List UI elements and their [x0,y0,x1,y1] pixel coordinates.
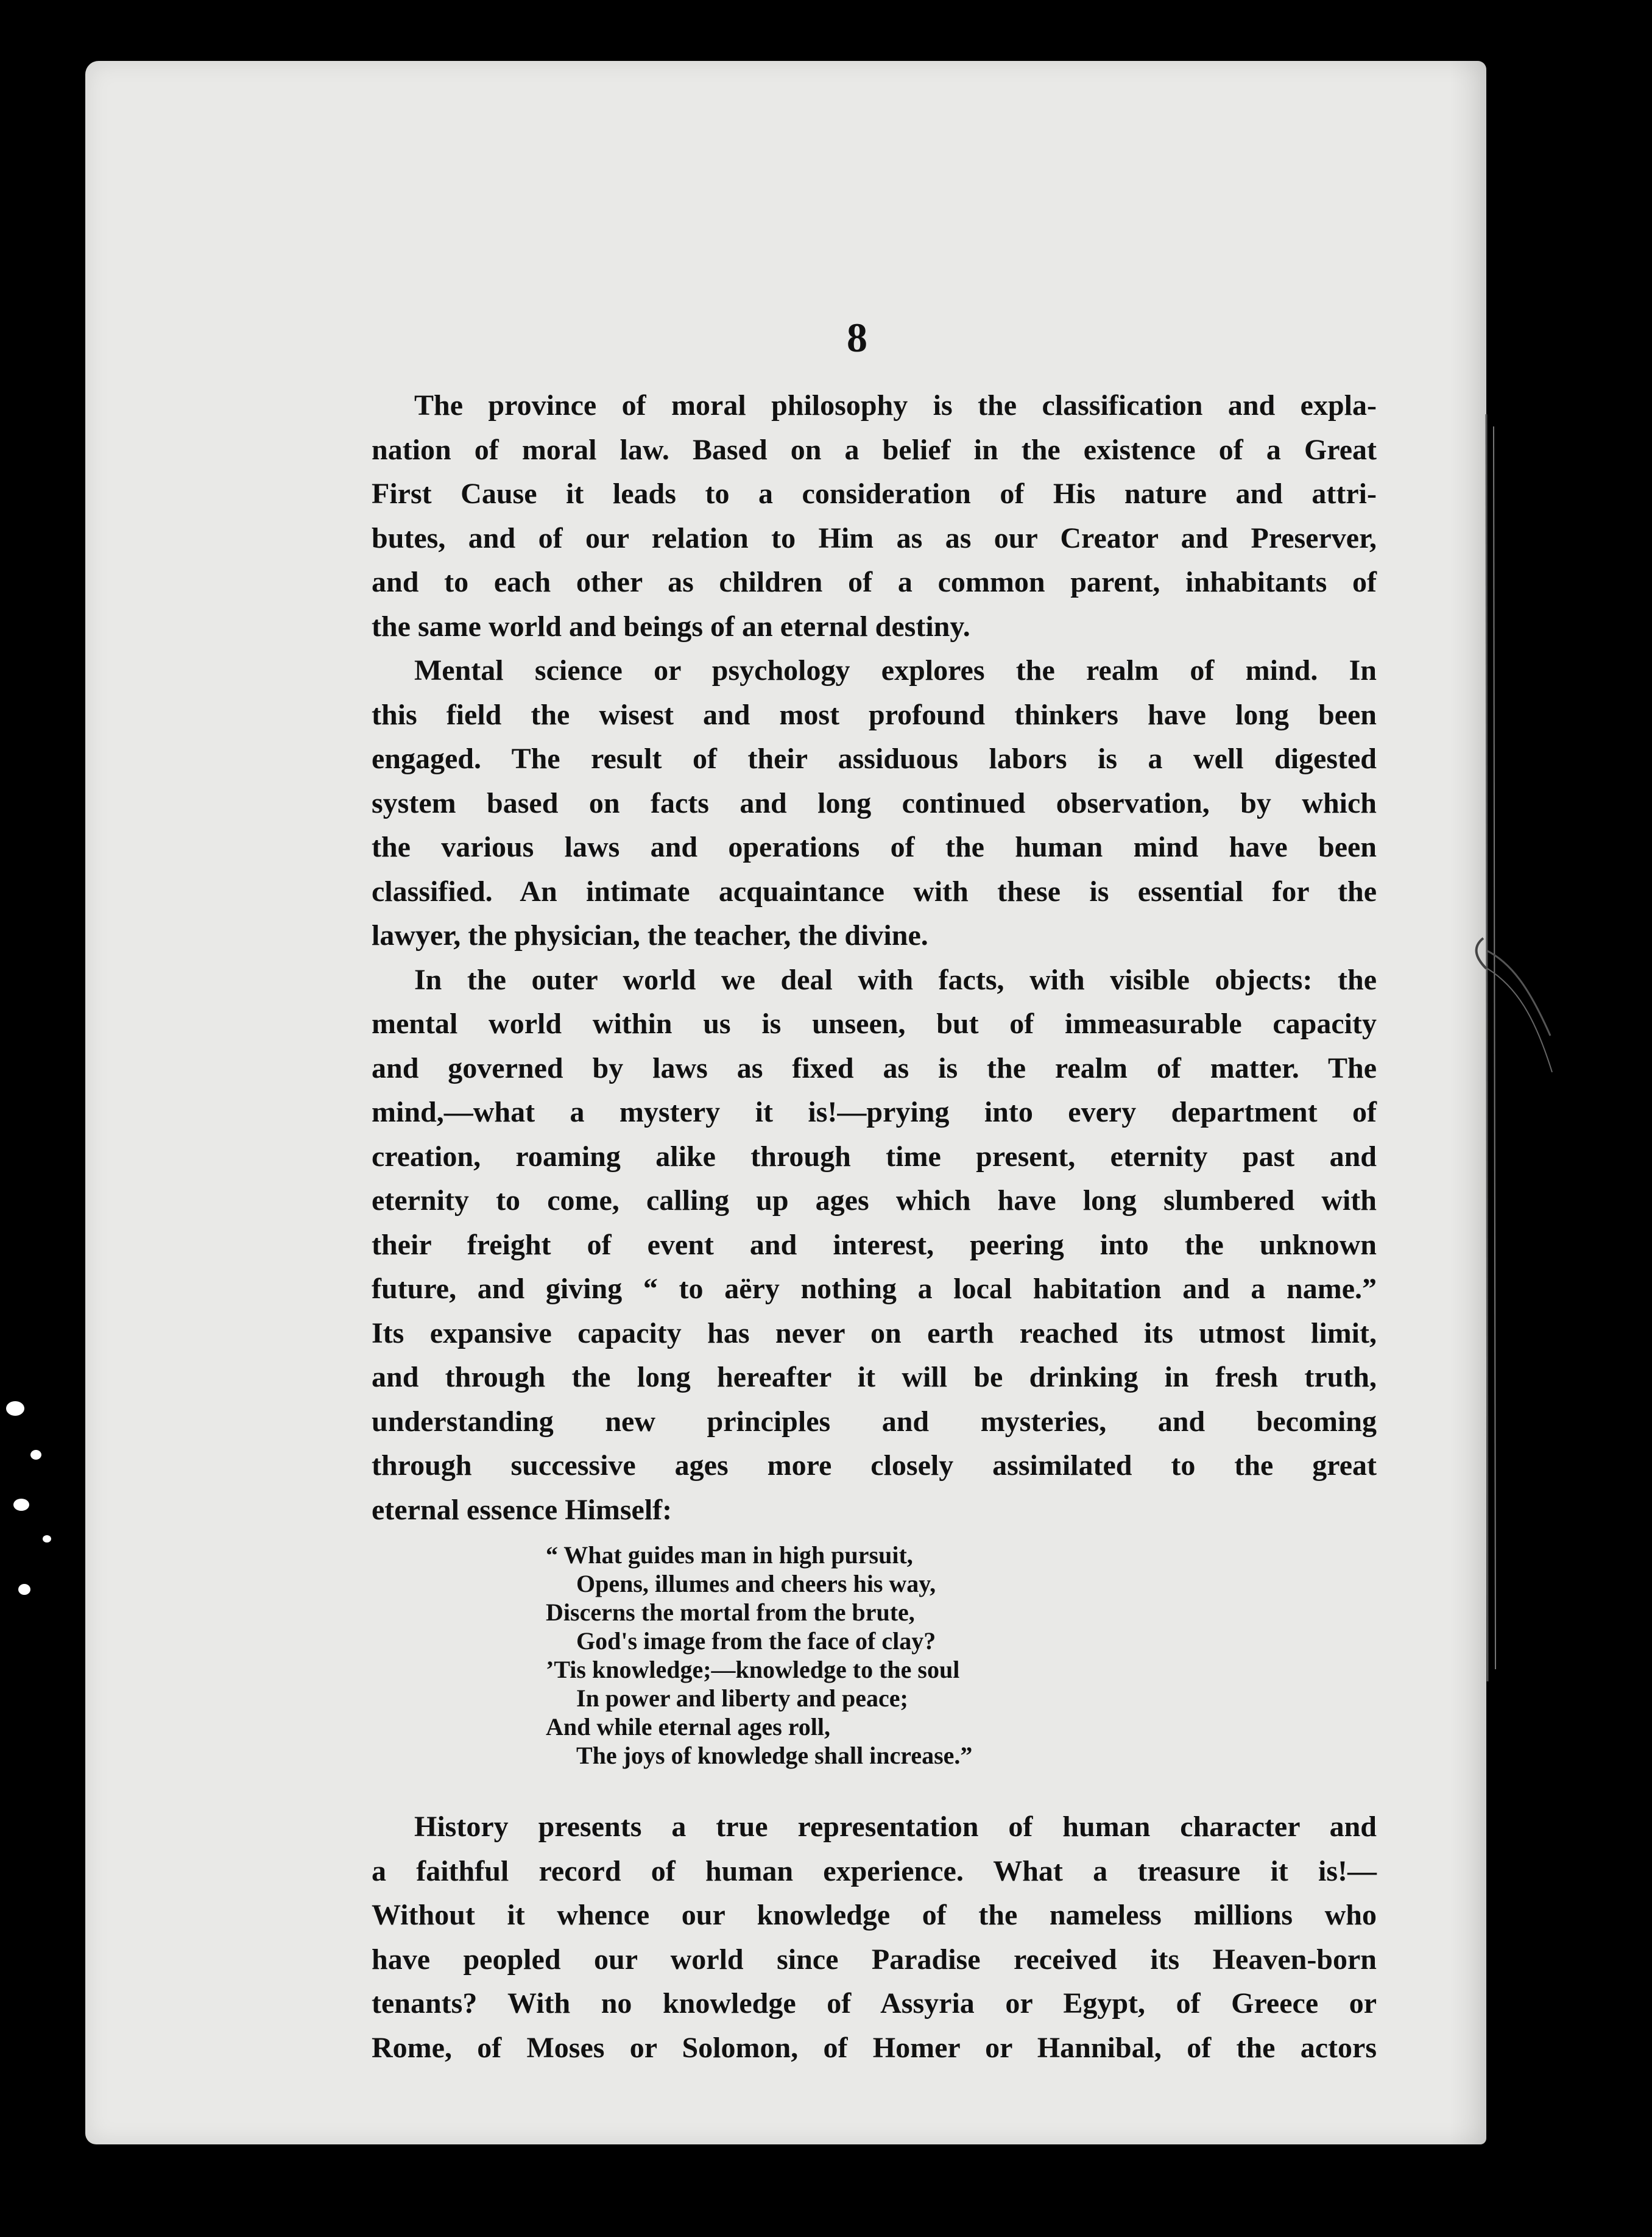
paragraph [372,384,1377,649]
text-line: and governed by laws as fixed as is the realm of matter. The [372,1051,1377,1084]
poem-line: Discerns the mortal from the brute, [546,1599,915,1626]
scan-speck [6,1401,24,1416]
poem-line: “ What guides man in high pursuit, [546,1541,913,1569]
text-line: classified. An intimate acquaintance with these is essential for the [372,875,1377,908]
poem-line: And while eternal ages roll, [546,1713,831,1740]
text-line: understanding new principles and mysteries, and becoming [372,1405,1377,1438]
text-line: First Cause it leads to a consideration of His nature and attri- [372,478,1377,510]
text-line: their freight of event and interest, peering into the unknown [372,1228,1377,1261]
text-line: creation, roaming alike through time present, eternity past and [372,1140,1377,1173]
text-line: eternity to come, calling up ages which have long slumbered with [372,1184,1377,1217]
text-line: eternal essence Himself: [372,1493,672,1526]
text-line: lawyer, the physician, the teacher, the divine. [372,919,928,952]
poem-line: God's image from the face of clay? [576,1627,936,1655]
scan-speck [43,1535,51,1543]
paragraph [372,649,1377,958]
body-text [372,384,1377,2070]
text-line: and to each other as children of a common parent, inhabitants of [372,566,1377,598]
text-line: system based on facts and long continued observation, by which [372,786,1377,819]
scan-speck [30,1450,41,1460]
paragraph [372,958,1377,1533]
poem-line: In power and liberty and peace; [576,1684,908,1712]
text-line: Mental science or psychology explores the realm of mind. In [414,654,1377,687]
poem-line: Opens, illumes and cheers his way, [576,1570,936,1597]
text-line: and through the long hereafter it will be drinking in fresh truth, [372,1361,1377,1393]
text-line: mental world within us is unseen, but of immeasurable capacity [372,1008,1377,1040]
document-page [85,61,1486,2144]
text-line: the same world and beings of an eternal destiny. [372,610,970,643]
text-line: Rome, of Moses or Solomon, of Homer or Hannibal, of the actors [372,2031,1377,2064]
page-number: 8 [847,314,867,361]
scan-speck [13,1499,29,1511]
text-line: this field the wisest and most profound thinkers have long been [372,698,1377,731]
text-line: The province of moral philosophy is the classification and expla- [414,389,1377,422]
text-line: tenants? With no knowledge of Assyria or Egypt, of Greece or [372,1987,1377,2020]
text-line: nation of moral law. Based on a belief in the existence of a Great [372,433,1377,466]
text-line: Without it whence our knowledge of the nameless millions who [372,1899,1377,1931]
poem-line: The joys of knowledge shall increase.” [576,1742,973,1769]
text-line: the various laws and operations of the human mind have been [372,831,1377,863]
text-line: Its expansive capacity has never on earth reached its utmost limit, [372,1316,1377,1349]
text-line: engaged. The result of their assiduous labors is a well digested [372,743,1377,775]
text-line: through successive ages more closely assimilated to the great [372,1449,1377,1482]
poem-quotation [372,1541,1377,1770]
scan-speck [18,1584,30,1595]
poem-line: ’Tis knowledge;—knowledge to the soul [546,1656,960,1683]
text-line: mind,—what a mystery it is!—prying into every department of [372,1096,1377,1128]
text-line: a faithful record of human experience. What a treasure it is!— [372,1854,1377,1887]
text-line: future, and giving “ to aëry nothing a local habitation and a name.” [372,1273,1377,1305]
text-line: In the outer world we deal with facts, with visible objects: the [414,963,1377,996]
binding-thread [1395,402,1553,1712]
text-line: History presents a true representation of human character and [414,1811,1377,1843]
text-line: butes, and of our relation to Him as as our Creator and Preserver, [372,521,1377,554]
text-line: have peopled our world since Paradise received its Heaven-born [372,1943,1377,1976]
paragraph [372,1805,1377,2070]
